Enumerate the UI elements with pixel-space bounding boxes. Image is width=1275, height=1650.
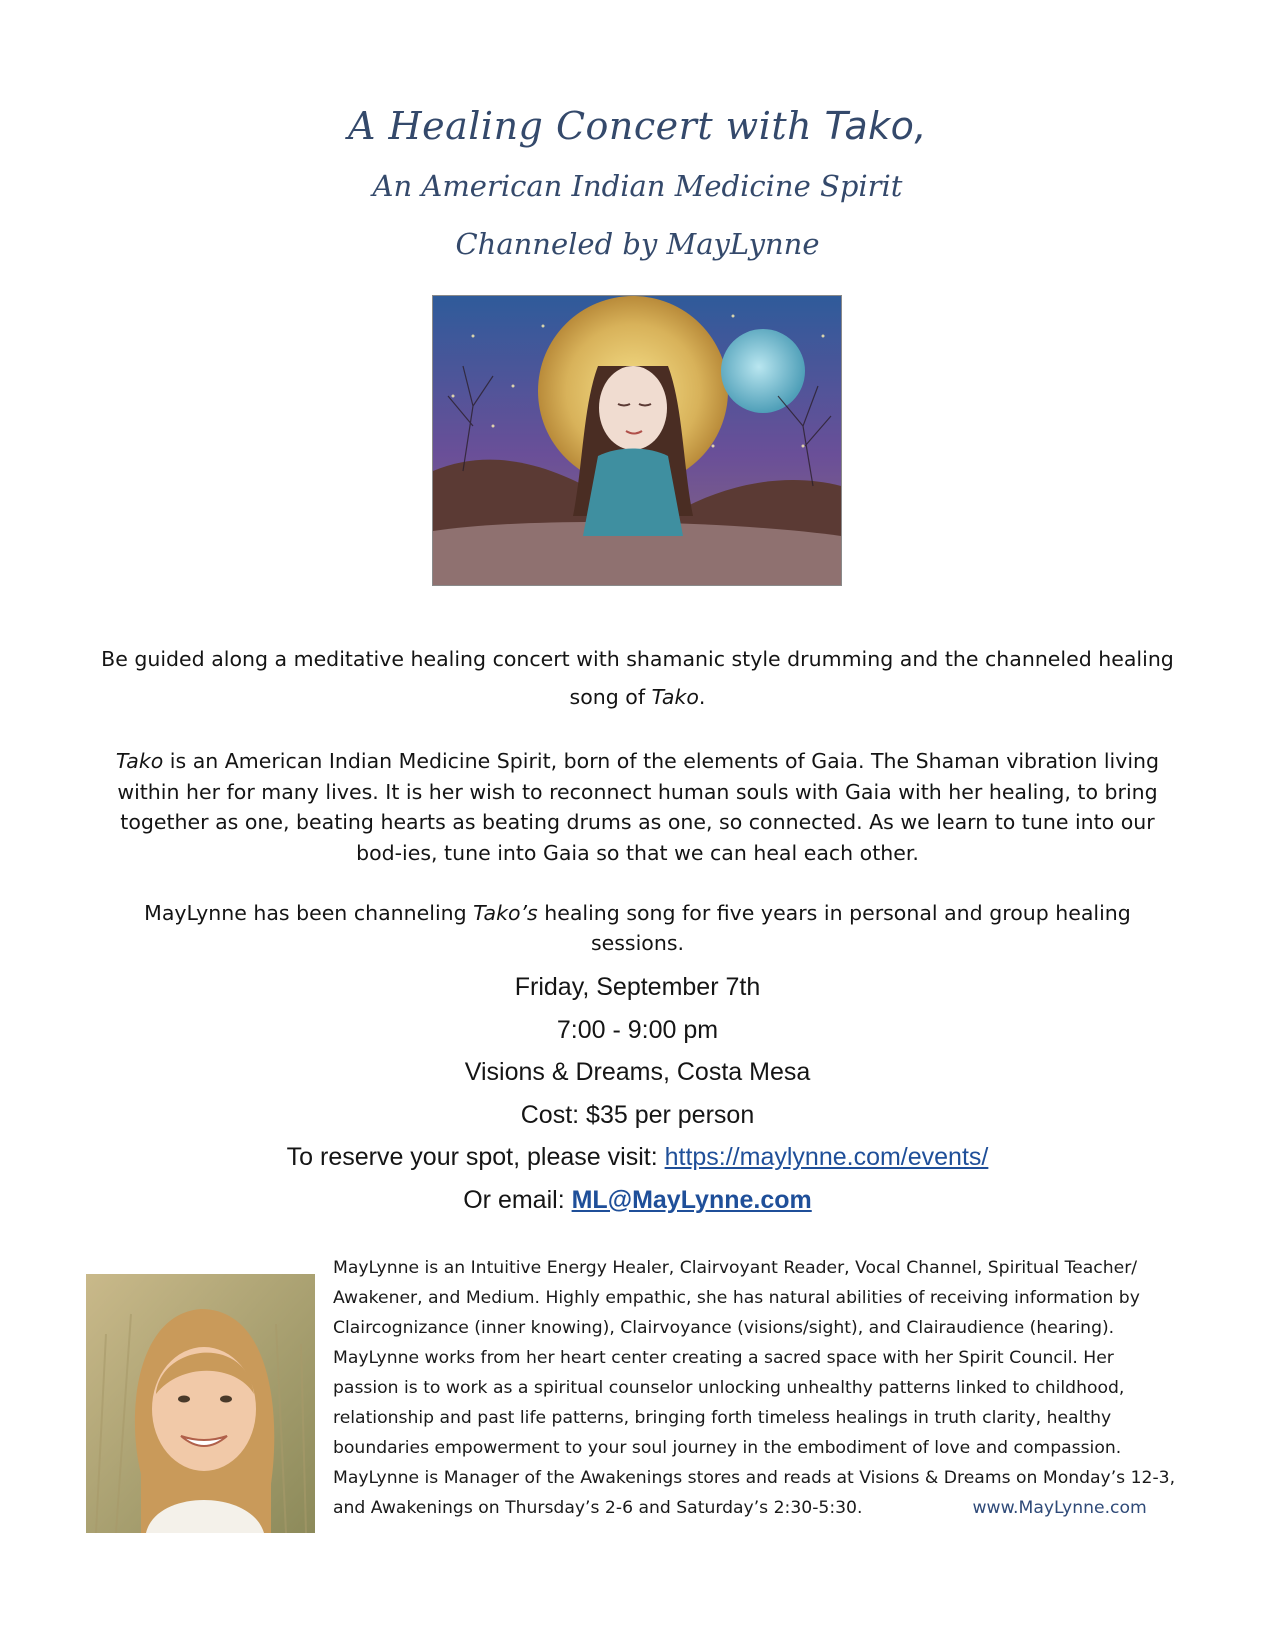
about-tako-paragraph: Tako is an American Indian Medicine Spirit, born of the elements of Gaia. The Shaman vibration living within her for many lives. It is her wish to reconnect human souls with Gaia with her healing, to bring together as one, beating hearts as beating drums as one, so connected. As we learn to tune into our bod-ies, tune into Gaia so that we can heal each other.: [115, 749, 1160, 865]
website-link[interactable]: www.MayLynne.com: [972, 1498, 1147, 1518]
maylynne-photo: [86, 1274, 315, 1533]
email-line: Or email: ML@MayLynne.com: [463, 1185, 812, 1214]
event-venue: Visions & Dreams, Costa Mesa: [464, 1058, 811, 1086]
page-title: A Healing Concert with Tako,: [347, 104, 928, 148]
title-spirit-name: Tako,: [824, 104, 928, 148]
event-date: Friday, September 7th: [514, 973, 761, 1001]
channeling-paragraph: MayLynne has been channeling Tako’s healing song for five years in personal and group healing sessions.: [144, 901, 1131, 955]
intro-paragraph: Be guided along a meditative healing concert with shamanic style drumming and the channeled healing song of Tako.: [101, 647, 1174, 709]
byline: Channeled by MayLynne: [455, 227, 820, 261]
bio-text: MayLynne is an Intuitive Energy Healer, Clairvoyant Reader, Vocal Channel, Spiritual Teacher/ Awakener, and Medium. Highly empathic, she has natural abilities of receiving information by Claircognizance (inner knowing), Clairvoyance (visions/sight), and Clairaudience (hearing). MayLynne works from her heart center creating a sacred space with her Spirit Council. Her passion is to work as a spiritual counselor unlocking unhealthy patterns linked to childhood, relationship and past life patterns, bringing forth timeless healings in truth clarity, healthy boundaries empowerment to your soul journey in the embodiment of love and compassion. MayLynne is Manager of the Awakenings stores and reads at Visions & Dreams on Monday’s 12-3, and Awakenings on Thursday’s 2-6 and Saturday’s 2:30-5:30. www.MayLynne.com: [333, 1258, 1176, 1518]
event-time: 7:00 - 9:00 pm: [556, 1015, 719, 1044]
email-link[interactable]: ML@MayLynne.com: [571, 1185, 812, 1214]
page-subtitle: An American Indian Medicine Spirit: [372, 169, 903, 203]
title-block: [0, 96, 1275, 272]
event-details: [0, 966, 1275, 1221]
spirit-painting-image: [432, 295, 842, 586]
reserve-link[interactable]: https://maylynne.com/events/: [664, 1143, 989, 1171]
event-cost: Cost: $35 per person: [520, 1100, 755, 1129]
reserve-line: To reserve your spot, please visit: https://maylynne.com/events/: [286, 1143, 989, 1171]
